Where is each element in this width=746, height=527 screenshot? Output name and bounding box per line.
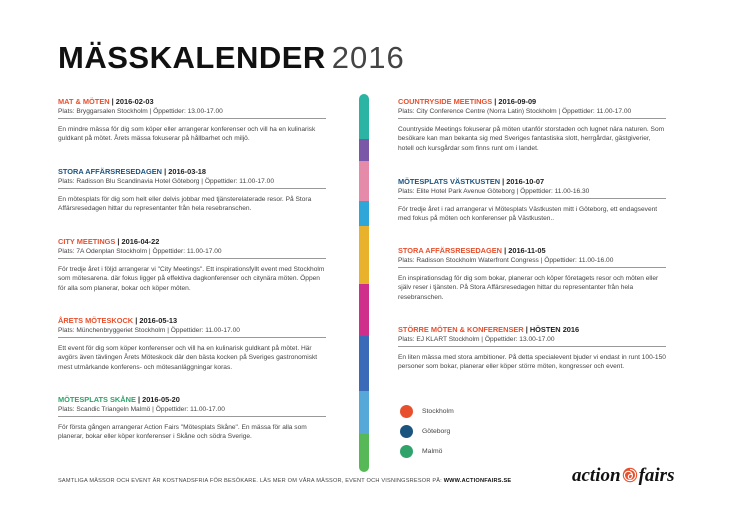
event-name: MÖTESPLATS SKÅNE (58, 395, 136, 404)
event-description: För tredje året i rad arrangerar vi Mötesplats Västkusten mitt i Göteborg, ett endagsevent med fokus på möten och konferenser på Västkusten.. (398, 206, 658, 223)
event-place: Plats: Bryggarsalen Stockholm | Öppettider: 13.00-17.00 (58, 107, 326, 119)
event-name: CITY MEETINGS (58, 237, 116, 246)
event-date: 2016-02-03 (115, 97, 154, 106)
event-place: Plats: EJ KLART Stockholm | Öppettider: 13.00-17.00 (398, 335, 666, 347)
city-legend (400, 401, 454, 461)
event-name: STORA AFFÄRSRESEDAGEN (398, 246, 503, 255)
timeline-segment (359, 284, 369, 336)
event-place: Plats: City Conference Centre (Norra Latin) Stockholm | Öppettider: 11.00-17.00 (398, 107, 666, 119)
event-place: Plats: Scandic Triangeln Malmö | Öppettider: 11.00-17.00 (58, 405, 326, 417)
event-item: MÖTESPLATS SKÅNE | 2016-05-20 Plats: Scandic Triangeln Malmö | Öppettider: 11.00-17.00 För första gången arrangerar Action Fairs "Mötesplats Skåne". En mässa för alla som planerar, bokar eller köper konferenser i Skåne och södra Sverige. (58, 395, 326, 442)
timeline-bar (359, 94, 369, 472)
website-link[interactable]: WWW.ACTIONFAIRS.SE (443, 478, 512, 484)
event-description: Countryside Meetings fokuserar på möten utanför storstaden och lugnet nära naturen. Som besökare kan man bekanta sig med Sveriges fantastiska slott, herrgårdar, gästgiverier, hotell och kursgårdar som finns runt om i landet. (398, 126, 665, 152)
event-item: STORA AFFÄRSRESEDAGEN | 2016-11-05 Plats: Radisson Stockholm Waterfront Congress | Öppettider: 11.00-16.00 En inspirationsdag för dig som bokar, planerar och köper företagets resor och möten eller själv reser i tjänsten. På Stora Affärsresedagen hittar du representanter från hela resebranschen. (398, 246, 666, 302)
event-item: STORA AFFÄRSRESEDAGEN | 2016-03-18 Plats: Radisson Blu Scandinavia Hotel Göteborg | Öppettider: 11.00-17.00 En mötesplats för dig som helt eller delvis jobbar med tjänsterelaterade resor. På Stora Affärsresedagen hittar du representanter från hela resebranschen. (58, 167, 326, 214)
event-date: 2016-11-05 (508, 246, 546, 255)
timeline-segment (359, 226, 369, 284)
event-description: För första gången arrangerar Action Fairs "Mötesplats Skåne". En mässa för alla som planerar, bokar eller köper konferenser i Skåne och södra Sverige. (58, 424, 307, 441)
event-item: MAT & MÖTEN | 2016-02-03 Plats: Bryggarsalen Stockholm | Öppettider: 13.00-17.00 En mindre mässa för dig som köper eller arrangerar konferenser och vill ha en kulinarisk guldkant på mötet. Årets mässa fokuserar på hållbarhet och miljö. (58, 97, 326, 144)
event-date: 2016-05-13 (139, 316, 178, 325)
event-date: 2016-03-18 (168, 167, 207, 176)
event-name: STÖRRE MÖTEN & KONFERENSER (398, 325, 524, 334)
event-place: Plats: Radisson Blu Scandinavia Hotel Göteborg | Öppettider: 11.00-17.00 (58, 177, 326, 189)
action-fairs-logo: action fairs (572, 465, 675, 486)
timeline-segment (359, 161, 369, 201)
event-item: ÅRETS MÖTESKOCK | 2016-05-13 Plats: Münchenbryggeriet Stockholm | Öppettider: 11.00-17.00 Ett event för dig som köper konferenser och vill ha en kulinarisk guldkant på mötet. Här avgörs även tävlingen Årets Möteskock där den bästa kocken på Sveriges gastronomiskt mest utmärkande konferens- och mötesanläggningar koras. (58, 316, 326, 372)
event-item: STÖRRE MÖTEN & KONFERENSER | HÖSTEN 2016 Plats: EJ KLART Stockholm | Öppettider: 13.00-17.00 En liten mässa med stora ambitioner. På detta specialevent bjuder vi endast in runt 100-150 personer som bokar, planerar eller köper större möten, kongresser och event. (398, 325, 666, 371)
goteborg-dot-icon (400, 425, 413, 438)
stockholm-dot-icon (400, 405, 413, 418)
malmo-dot-icon (400, 445, 413, 458)
event-place: Plats: 7A Odenplan Stockholm | Öppettider: 11.00-17.00 (58, 247, 326, 259)
event-description: Ett event för dig som köper konferenser och vill ha en kulinarisk guldkant på mötet. Här avgörs även tävlingen Årets Möteskock där den bästa kocken på Sveriges gastronomiskt mest utmärkande konferens- och mötesanläggningar koras. (58, 345, 318, 371)
event-name: MAT & MÖTEN (58, 97, 110, 106)
event-item: MÖTESPLATS VÄSTKUSTEN | 2016-10-07 Plats: Elite Hotel Park Avenue Göteborg | Öppettider: 11.00-16.30 För tredje året i rad arrangerar vi Mötesplats Västkusten mitt i Göteborg, ett endagsevent med fokus på möten och konferenser på Västkusten.. (398, 177, 666, 224)
event-place: Plats: Elite Hotel Park Avenue Göteborg | Öppettider: 11.00-16.30 (398, 187, 666, 199)
legend-item-stockholm: Stockholm (400, 401, 454, 421)
legend-item-goteborg: Göteborg (400, 421, 454, 441)
title-year: 2016 (331, 40, 405, 75)
timeline-segment (359, 434, 369, 472)
spiral-logo-icon (622, 467, 638, 483)
event-date: 2016-10-07 (506, 177, 545, 186)
event-description: En liten mässa med stora ambitioner. På detta specialevent bjuder vi endast in runt 100-150 personer som bokar, planerar eller köper större möten, kongresser och event. (398, 354, 666, 371)
event-description: För tredje året i följd arrangerar vi "City Meetings". Ett inspirationsfyllt event med Stockholm som mötesarena. där fokus ligger på effektiva dagkonferenser och citynära möten. Öppen för alla som planerar, bokar och köper möten. (58, 266, 325, 292)
timeline-segment (359, 391, 369, 434)
legend-item-malmo: Malmö (400, 441, 454, 461)
event-date: 2016-09-09 (498, 97, 537, 106)
event-place: Plats: Radisson Stockholm Waterfront Congress | Öppettider: 11.00-16.00 (398, 256, 666, 268)
timeline-segment (359, 139, 369, 161)
page-title (58, 40, 405, 80)
title-main: MÄSSKALENDER (58, 40, 326, 75)
event-name: COUNTRYSIDE MEETINGS (398, 97, 493, 106)
event-name: MÖTESPLATS VÄSTKUSTEN (398, 177, 501, 186)
event-item: COUNTRYSIDE MEETINGS | 2016-09-09 Plats: City Conference Centre (Norra Latin) Stockholm | Öppettider: 11.00-17.00 Countryside Meetings fokuserar på möten utanför storstaden och lugnet nära naturen. Som besökare kan man bekanta sig med Sveriges fantastiska slott, herrgårdar, gästgiverier, hotell och kursgårdar som finns runt om i landet. (398, 97, 665, 152)
event-item: CITY MEETINGS | 2016-04-22 Plats: 7A Odenplan Stockholm | Öppettider: 11.00-17.00 För tredje året i följd arrangerar vi "City Meetings". Ett inspirationsfyllt event med Stockholm som mötesarena. där fokus ligger på effektiva dagkonferenser och citynära möten. Öppen för alla som planerar, bokar och köper möten. (58, 237, 325, 292)
event-date: 2016-04-22 (121, 237, 160, 246)
timeline-segment (359, 201, 369, 226)
event-name: STORA AFFÄRSRESEDAGEN (58, 167, 163, 176)
event-description: En inspirationsdag för dig som bokar, planerar och köper företagets resor och möten eller själv reser i tjänsten. På Stora Affärsresedagen hittar du representanter från hela resebranschen. (398, 275, 659, 301)
event-description: En mindre mässa för dig som köper eller arrangerar konferenser och vill ha en kulinarisk guldkant på mötet. Årets mässa fokuserar på hållbarhet och miljö. (58, 126, 316, 143)
event-place: Plats: Münchenbryggeriet Stockholm | Öppettider: 11.00-17.00 (58, 326, 326, 338)
event-description: En mötesplats för dig som helt eller delvis jobbar med tjänsterelaterade resor. På Stora Affärsresedagen hittar du representanter från hela resebranschen. (58, 196, 312, 213)
event-name: ÅRETS MÖTESKOCK (58, 316, 134, 325)
timeline-segment (359, 94, 369, 139)
event-date: 2016-05-20 (142, 395, 180, 404)
footer-note: SAMTLIGA MÄSSOR OCH EVENT ÄR KOSTNADSFRIA FÖR BESÖKARE. LÄS MER OM VÅRA MÄSSOR, EVENT OCH VISNINGSRESOR PÅ: WWW.ACTIONFAIRS.SE (58, 478, 512, 484)
event-date: HÖSTEN 2016 (529, 325, 580, 334)
timeline-segment (359, 336, 369, 391)
